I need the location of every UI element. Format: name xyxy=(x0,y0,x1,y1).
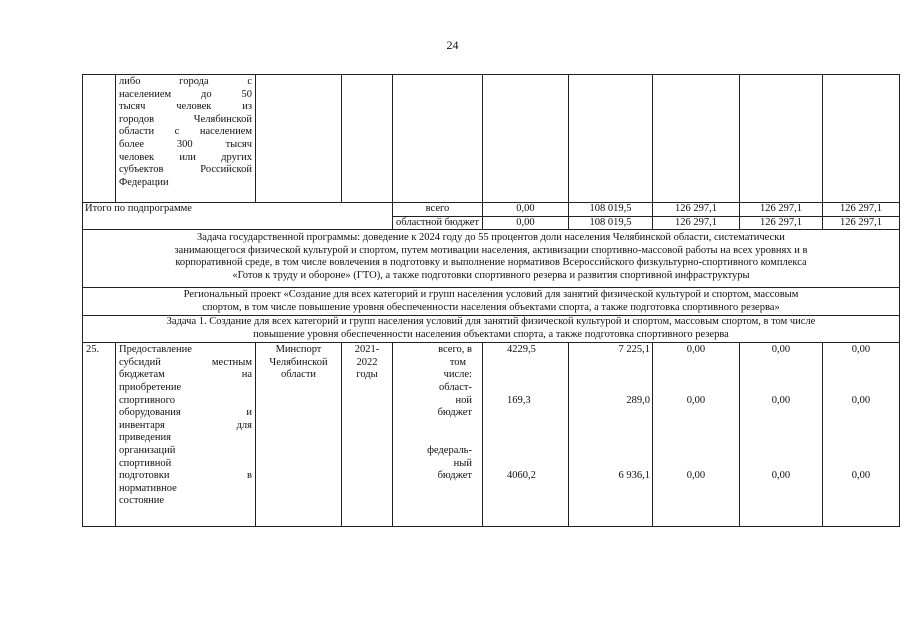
value-cell: 108 019,5 xyxy=(568,216,652,230)
row-executor: Минспорт Челябинской области xyxy=(256,343,342,527)
row-period: 2021- 2022 годы xyxy=(342,343,393,527)
row-description: Предоставление субсидий местным бюджетам на приобретение спортивного оборудования и инвентаря для приведения организаций спортивной подготовки в нормативное состояние xyxy=(116,343,256,527)
row-number: 25. xyxy=(83,343,116,527)
state-program-task-row xyxy=(83,230,900,288)
value-cell: 126 297,1 xyxy=(652,203,739,217)
value-cell: 126 297,1 xyxy=(739,203,822,217)
row-sources: всего, в том числе: област- ной бюджет федераль- ный бюджет xyxy=(393,343,483,527)
regional-project-row xyxy=(83,288,900,316)
page-number: 24 xyxy=(446,38,459,52)
value-cell: 126 297,1 xyxy=(822,203,899,217)
values-col-5: 0,00 0,00 0,00 xyxy=(822,343,899,527)
source-label: областной бюджет xyxy=(393,216,483,230)
value-cell: 0,00 xyxy=(482,216,568,230)
value-cell: 126 297,1 xyxy=(822,216,899,230)
value-cell: 108 019,5 xyxy=(568,203,652,217)
budget-table xyxy=(82,74,900,527)
task-1-row xyxy=(83,316,900,343)
subprogram-total-label: Итого по подпрограмме xyxy=(83,203,393,230)
regional-project: Региональный проект «Создание для всех категорий и групп населения условий для занятий физической культурой и спортом, массовым спортом, в том числе повышение уровня обеспеченности населения объектами спорта, а также подготовка спортивного резерва» xyxy=(83,288,900,316)
values-col-1: 4229,5 169,3 4060,2 xyxy=(482,343,568,527)
value-cell: 0,00 xyxy=(482,203,568,217)
table-row xyxy=(83,343,900,527)
subprogram-total-row xyxy=(83,203,900,217)
values-col-2: 7 225,1 289,0 6 936,1 xyxy=(568,343,652,527)
values-col-4: 0,00 0,00 0,00 xyxy=(739,343,822,527)
continuation-description: либо города с населением до 50 тысяч человек из городов Челябинской области с населением более 300 тысяч человек или других субъектов Российской Федерации xyxy=(116,75,256,203)
value-cell: 126 297,1 xyxy=(652,216,739,230)
source-label: всего xyxy=(393,203,483,217)
task-1: Задача 1. Создание для всех категорий и групп населения условий для занятий физической культурой и спортом, массовым спортом, в том числе повышение уровня обеспеченности населения объектами спорта, а также подготовка спортивного резерва xyxy=(83,316,900,343)
continuation-row xyxy=(83,75,900,203)
values-col-3: 0,00 0,00 0,00 xyxy=(652,343,739,527)
state-program-task: Задача государственной программы: доведение к 2024 году до 55 процентов доли населения Челябинской области, систематически занимающегося физической культурой и спортом, путем мотивации населения, активизации спортивно-массовой работы на всех уровнях и в корпоративной среде, в том числе вовлечения в подготовку и выполнение нормативов Всероссийского физкультурно-спортивного комплекса «Готов к труду и обороне» (ГТО), а также подготовки спортивного резерва и развития спортивной инфраструктуры xyxy=(83,230,900,288)
value-cell: 126 297,1 xyxy=(739,216,822,230)
